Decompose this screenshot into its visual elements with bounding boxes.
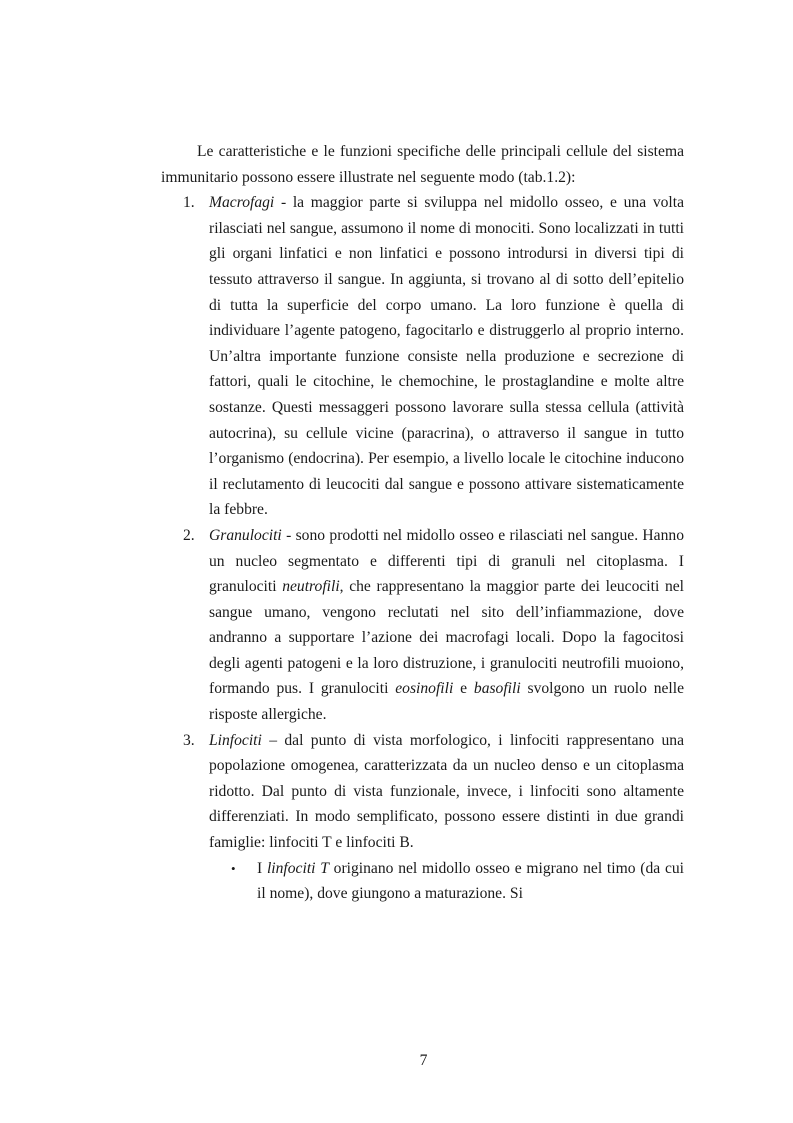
description-linfociti: – dal punto di vista morfologico, i linfociti rappresentano una popolazione omogenea, caratterizzata da un nucleo denso e un citoplasma ridotto. Dal punto di vista funzionale, invece, i linfociti sono altamente differenziati. In modo semplificato, possono essere distinti in due grandi famiglie: linfociti T e linfociti B. bbox=[209, 731, 684, 852]
cell-types-list bbox=[161, 190, 684, 855]
description-linfociti-t: originano nel midollo osseo e migrano nel timo (da cui il nome), dove giungono a maturazione. Si bbox=[257, 859, 685, 903]
term-macrofagi: Macrofagi bbox=[209, 194, 275, 212]
bullet-icon: • bbox=[231, 860, 236, 876]
intro-paragraph: Le caratteristiche e le funzioni specifiche delle principali cellule del sistema immunitario possono essere illustrate nel seguente modo (tab.1.2): bbox=[161, 143, 684, 186]
description-granulociti-a: - sono prodotti nel midollo osseo e rilasciati nel sangue. Hanno un nucleo segmentato e differenti tipi di granuli nel citoplasma. I granulociti bbox=[209, 526, 684, 596]
list-number: 2. bbox=[183, 526, 195, 544]
term-linfociti-t: linfociti T bbox=[266, 859, 329, 877]
conjunction: e bbox=[453, 680, 474, 698]
sublist-item-linfociti-t bbox=[161, 856, 684, 907]
description-macrofagi: - la maggior parte si sviluppa nel midollo osseo, e una volta rilasciati nel sangue, assumono il nome di monociti. Sono localizzati in tutti gli organi linfatici e non linfatici e possono introdursi in diversi tipi di tessuto attraverso il sangue. In aggiunta, si trovano al di sotto dell’epitelio di tutta la superficie del corpo umano. La loro funzione è quella di individuare l’agente patogeno, fagocitarlo e distruggerlo al proprio interno. Un’altra importante funzione consiste nella produzione e secrezione di fattori, quali le citochine, le chemochine, le prostaglandine e molte altre sostanze. Questi messaggeri possono lavorare sulla stessa cellula (attività autocrina), su cellule vicine (paracrina), o attraverso il sangue in tutto l’organismo (endocrina). Per esempio, a livello locale le citochine inducono il reclutamento di leucociti dal sangue e possono attivare sistematicamente la febbre. bbox=[209, 194, 684, 519]
term-basofili: basofili bbox=[473, 680, 521, 698]
term-eosinofili: eosinofili bbox=[395, 680, 454, 698]
list-item-macrofagi bbox=[161, 190, 684, 523]
term-granulociti: Granulociti bbox=[209, 526, 282, 544]
sub-prefix: I bbox=[257, 859, 267, 877]
list-item-linfociti bbox=[161, 728, 684, 856]
body-text bbox=[161, 139, 684, 907]
list-item-granulociti bbox=[161, 523, 684, 728]
list-number: 1. bbox=[183, 194, 195, 212]
description-granulociti-b: , che rappresentano la maggior parte dei leucociti nel sangue umano, vengono reclutati nel sito dell’infiammazione, dove andranno a supportare l’azione dei macrofagi locali. Dopo la fagocitosi degli agenti patogeni e la loro distruzione, i granulociti neutrofili muoiono, formando pus. I granulociti bbox=[209, 578, 684, 698]
term-neutrofili: neutrofili bbox=[282, 578, 340, 596]
linfociti-sublist bbox=[161, 856, 684, 907]
term-linfociti: Linfociti bbox=[209, 731, 262, 749]
description-granulociti-d: svolgono un ruolo nelle risposte allergiche. bbox=[209, 680, 685, 724]
list-number: 3. bbox=[183, 731, 195, 749]
page-number: 7 bbox=[419, 1052, 428, 1069]
